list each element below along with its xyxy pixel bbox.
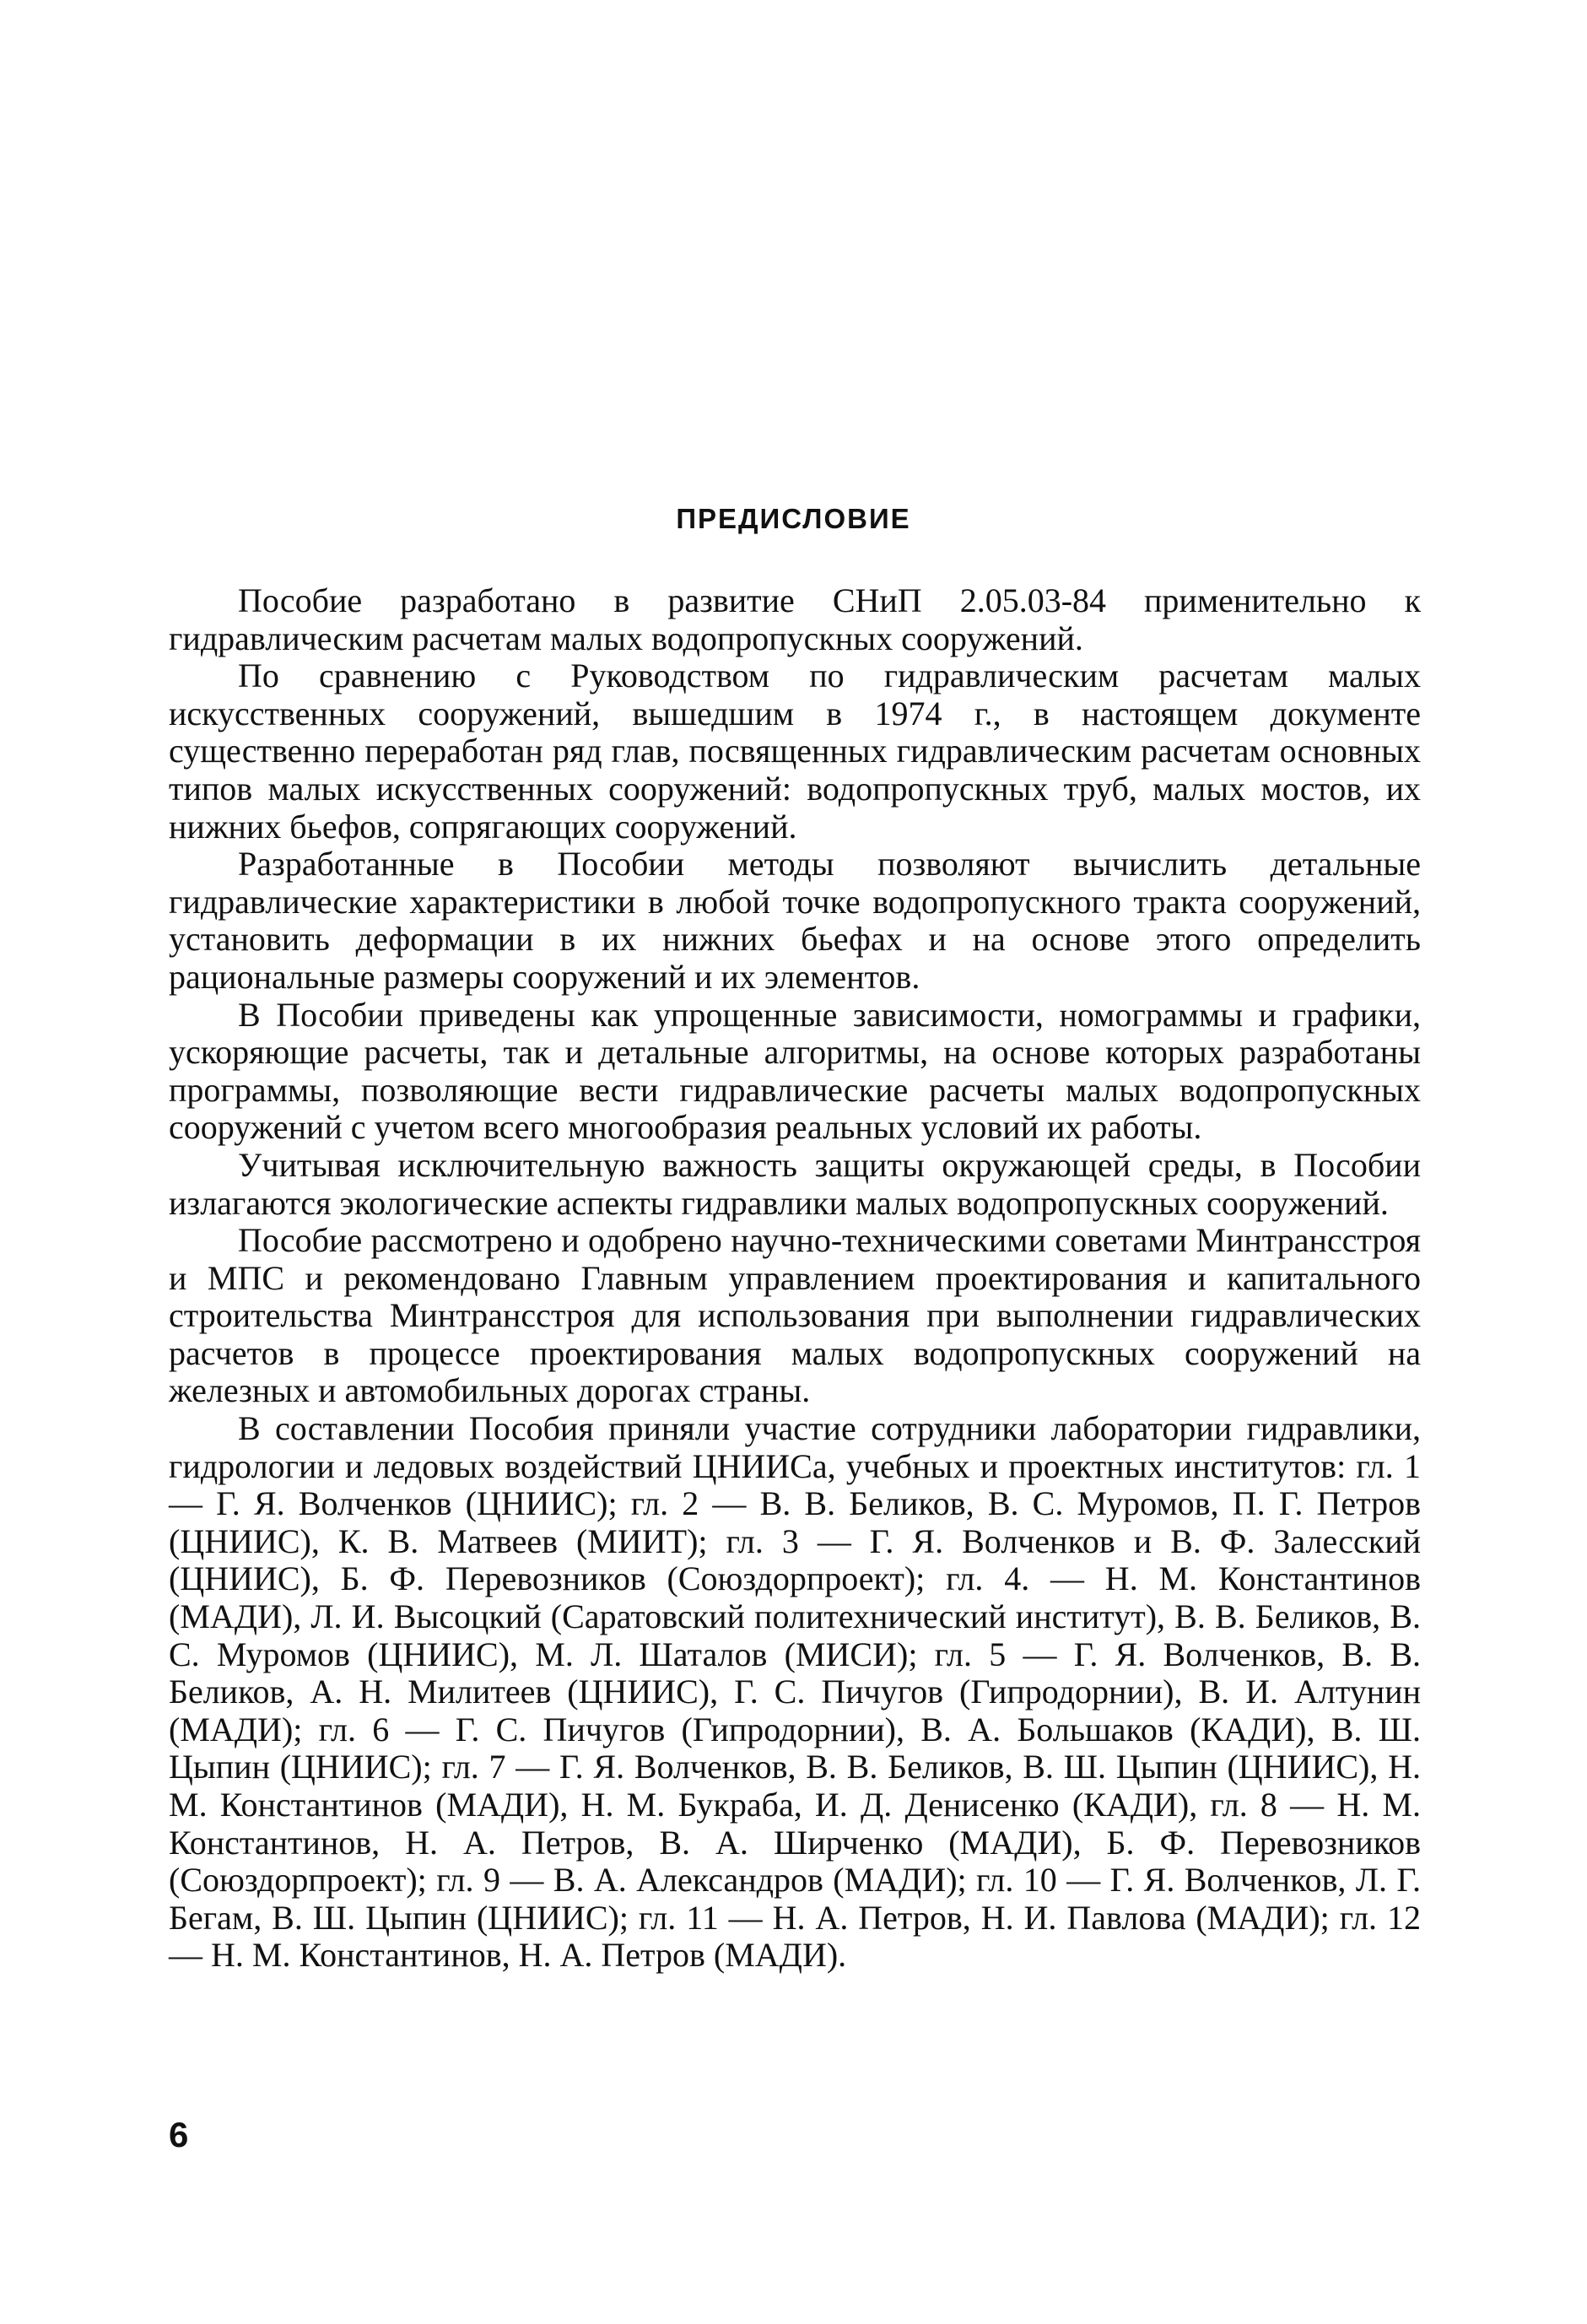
page-title: ПРЕДИСЛОВИЕ: [676, 503, 911, 534]
paragraph-purpose: Пособие разработано в развитие СНиП 2.05.03-84 применительно к гидравлическим расчетам малых водопропускных сооружений.: [169, 581, 1421, 657]
paragraph-comparison: По сравнению с Руководством по гидравлическим расчетам малых искусственных сооружений, вышедшим в 1974 г., в настоящем документе существенно переработан ряд глав, посвященных гидравлическим расчетам основных типов малых искусственных сооружений: водопропускных труб, малых мостов, их нижних бьефов, сопрягающих сооружений.: [169, 657, 1421, 846]
paragraph-ecology: Учитывая исключительную важность защиты окружающей среды, в Пособии излагаются экологические аспекты гидравлики малых водопропускных сооружений.: [169, 1145, 1421, 1222]
paragraph-methods: Разработанные в Пособии методы позволяют вычислить детальные гидравлические характеристики в любой точке водопропускного тракта сооружений, установить деформации в их нижних бьефах и на основе этого определить рациональные размеры сооружений и их элементов.: [169, 845, 1421, 996]
paragraph-authors: В составлении Пособия приняли участие сотрудники лаборатории гидравлики, гидрологии и ледовых воздействий ЦНИИСа, учебных и проектных институтов: гл. 1 — Г. Я. Волченков (ЦНИИС); гл. 2 — В. В. Беликов, В. С. Муромов, П. Г. Петров (ЦНИИС), К. В. Матвеев (МИИТ); гл. 3 — Г. Я. Волченков и В. Ф. Залесский (ЦНИИС), Б. Ф. Перевозников (Союздорпроект); гл. 4. — Н. М. Константинов (МАДИ), Л. И. Высоцкий (Саратовский политехнический институт), В. В. Беликов, В. С. Муромов (ЦНИИС), М. Л. Шаталов (МИСИ); гл. 5 — Г. Я. Волченков, В. В. Беликов, А. Н. Милитеев (ЦНИИС), Г. С. Пичугов (Гипродорнии), В. И. Алтунин (МАДИ); гл. 6 — Г. С. Пичугов (Гипродорнии), В. А. Большаков (КАДИ), В. Ш. Цыпин (ЦНИИС); гл. 7 — Г. Я. Волченков, В. В. Беликов, В. Ш. Цыпин (ЦНИИС), Н. М. Константинов (МАДИ), Н. М. Букраба, И. Д. Денисенко (КАДИ), гл. 8 — Н. М. Константинов, Н. А. Петров, В. А. Ширченко (МАДИ), Б. Ф. Перевозников (Союздорпроект); гл. 9 — В. А. Александров (МАДИ); гл. 10 — Г. Я. Волченков, Л. Г. Бегам, В. Ш. Цыпин (ЦНИИС); гл. 11 — Н. А. Петров, Н. И. Павлова (МАДИ); гл. 12 — Н. М. Константинов, Н. А. Петров (МАДИ).: [169, 1409, 1421, 1975]
body-text: [169, 582, 1421, 1975]
paragraph-approval: Пособие рассмотрено и одобрено научно-техническими советами Минтрансстроя и МПС и рекомендовано Главным управлением проектирования и капитального строительства Минтрансстроя для использования при выполнении гидравлических расчетов в процессе проектирования малых водопропускных сооружений на железных и автомобильных дорогах страны.: [169, 1221, 1421, 1410]
paragraph-contents: В Пособии приведены как упрощенные зависимости, номограммы и графики, ускоряющие расчеты, так и детальные алгоритмы, на основе которых разработаны программы, позволяющие вести гидравлические расчеты малых водопропускных сооружений с учетом всего многообразия реальных условий их работы.: [169, 995, 1421, 1147]
page-number: 6: [169, 2115, 189, 2154]
